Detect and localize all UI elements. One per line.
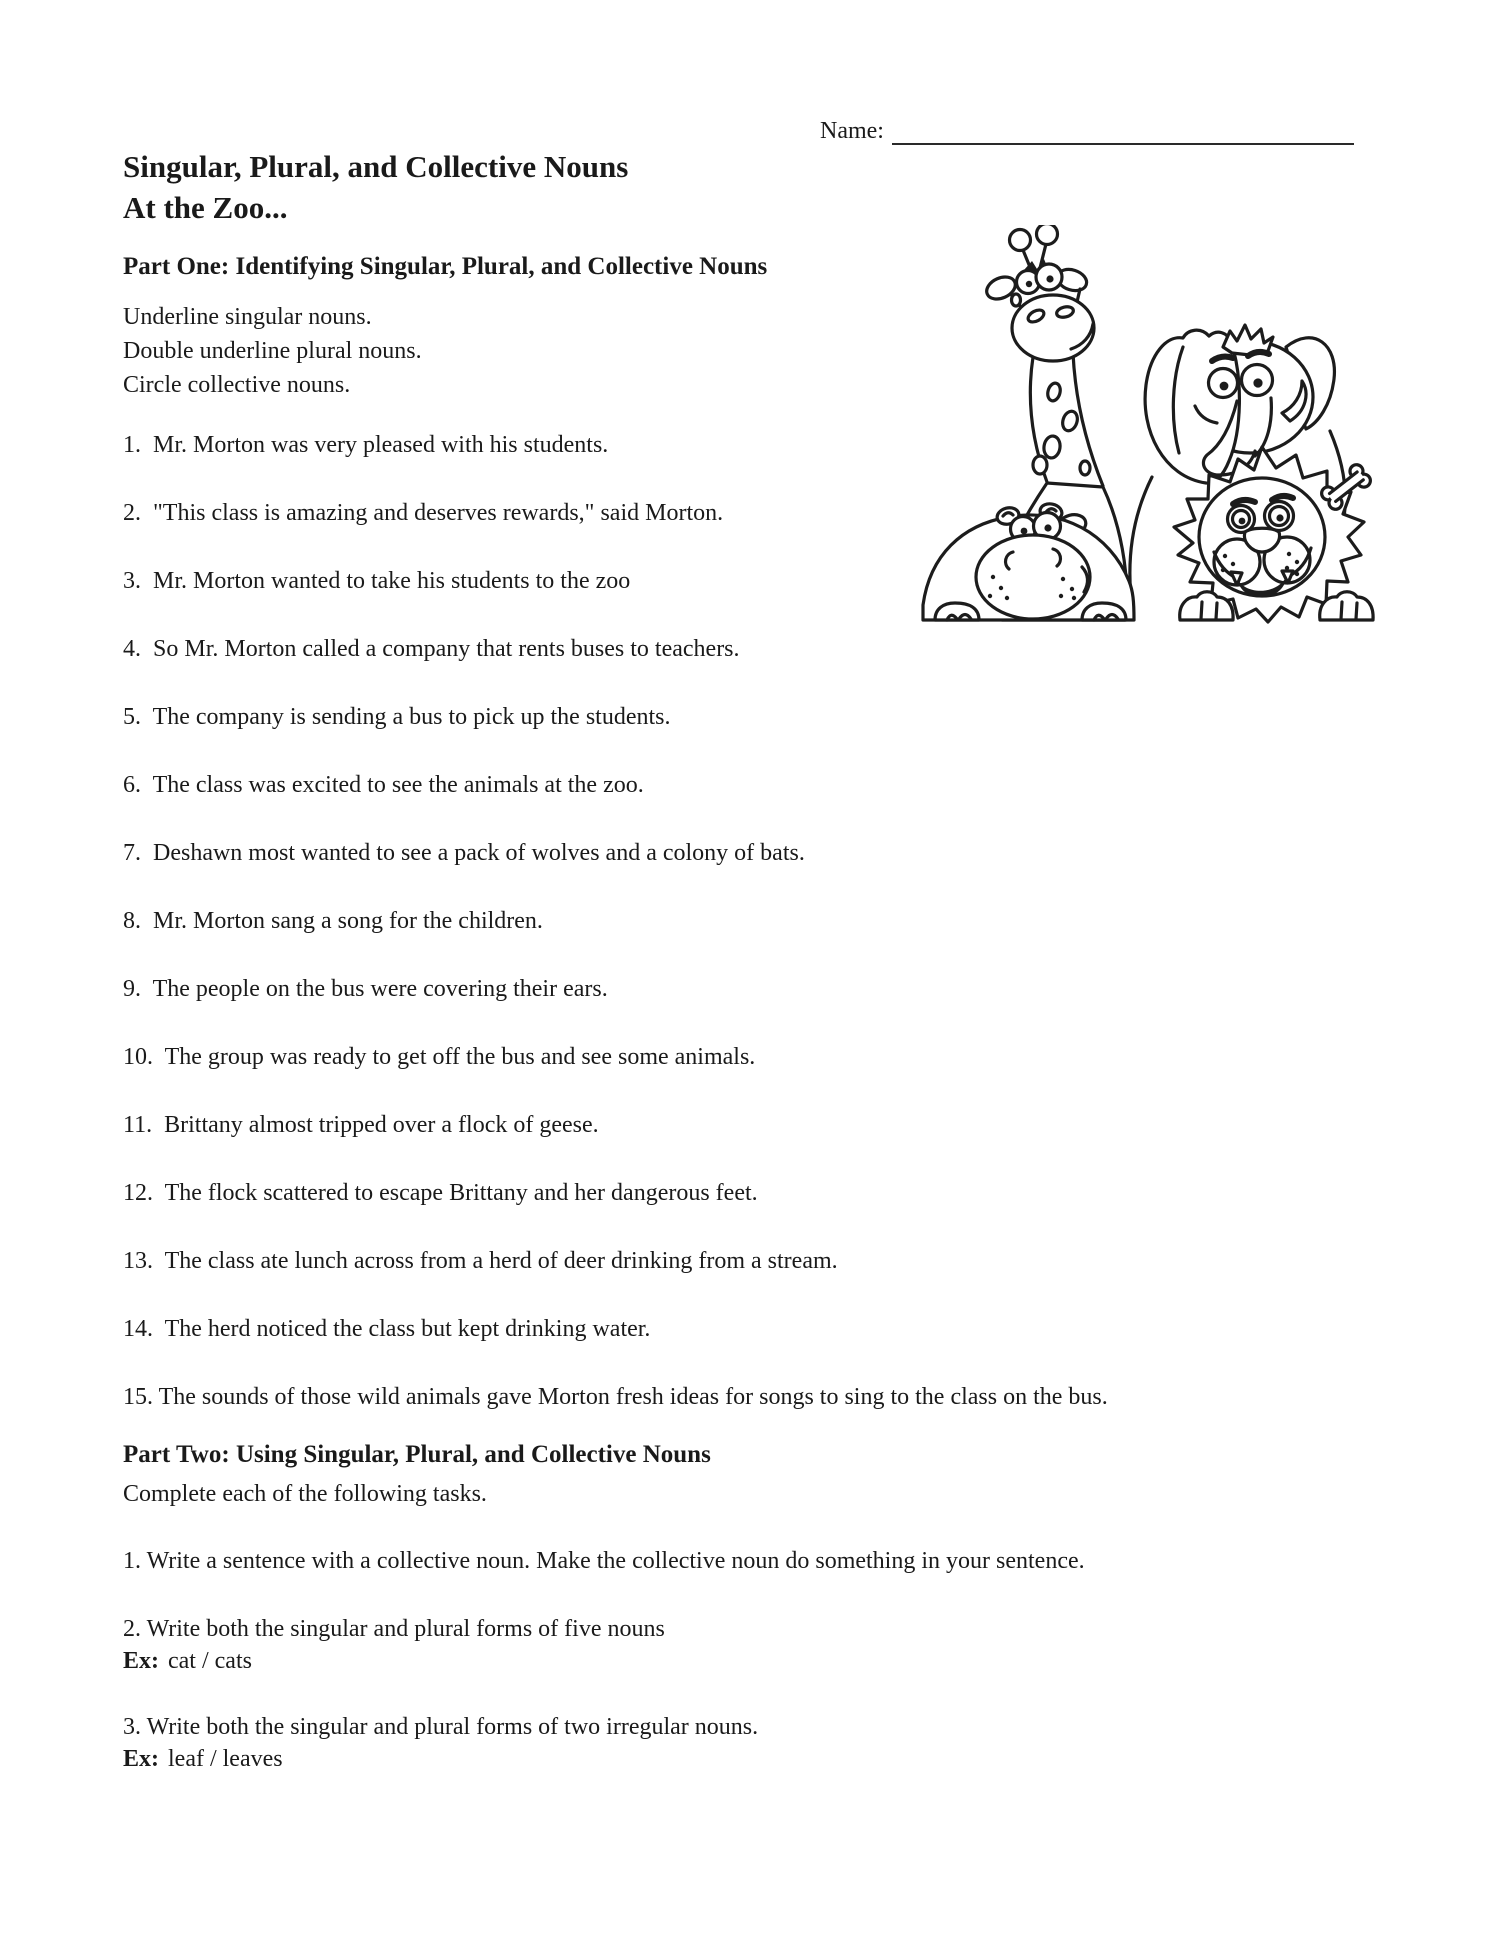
title-line-2: At the Zoo...: [123, 190, 288, 225]
instruction-singular: Underline singular nouns.: [123, 304, 372, 330]
name-label: Name:: [820, 118, 884, 144]
instruction-collective: Circle collective nouns.: [123, 372, 351, 398]
task-item-2: 2. Write both the singular and plural forms of five nouns: [123, 1616, 665, 1642]
part-two-intro: Complete each of the following tasks.: [123, 1481, 487, 1507]
sentence-item-1: 1. Mr. Morton was very pleased with his students.: [123, 432, 609, 458]
page-title: [123, 146, 628, 228]
zoo-animals-illustration: [920, 225, 1400, 640]
task-item-3: 3. Write both the singular and plural forms of two irregular nouns.: [123, 1714, 759, 1740]
sentence-item-6: 6. The class was excited to see the animals at the zoo.: [123, 772, 644, 798]
part-two-section: [123, 1441, 1468, 1810]
sentence-item-4: 4. So Mr. Morton called a company that rents buses to teachers.: [123, 636, 740, 662]
sentence-item-10: 10. The group was ready to get off the bus and see some animals.: [123, 1044, 756, 1070]
sentence-item-2: 2. "This class is amazing and deserves rewards," said Morton.: [123, 500, 724, 526]
sentence-item-11: 11. Brittany almost tripped over a flock of geese.: [123, 1112, 599, 1138]
name-blank-line: [892, 121, 1354, 145]
task-3-example: [123, 1742, 1468, 1776]
example-label: Ex:: [123, 1648, 159, 1674]
sentence-item-13: 13. The class ate lunch across from a herd of deer drinking from a stream.: [123, 1248, 838, 1274]
example-label: Ex:: [123, 1746, 159, 1772]
sentence-item-5: 5. The company is sending a bus to pick up the students.: [123, 704, 671, 730]
sentence-item-3: 3. Mr. Morton wanted to take his students to the zoo: [123, 568, 631, 594]
sentence-item-7: 7. Deshawn most wanted to see a pack of wolves and a colony of bats.: [123, 840, 805, 866]
example-text: leaf / leaves: [168, 1746, 283, 1772]
instruction-plural: Double underline plural nouns.: [123, 338, 422, 364]
title-line-1: Singular, Plural, and Collective Nouns: [123, 149, 629, 184]
part-two-heading: Part Two: Using Singular, Plural, and Collective Nouns: [123, 1441, 711, 1468]
task-2-example: [123, 1644, 1468, 1678]
example-text: cat / cats: [168, 1648, 252, 1674]
sentence-item-8: 8. Mr. Morton sang a song for the children.: [123, 908, 543, 934]
name-row: [820, 118, 1354, 145]
sentence-item-12: 12. The flock scattered to escape Brittany and her dangerous feet.: [123, 1180, 758, 1206]
sentence-item-15: 15. The sounds of those wild animals gave Morton fresh ideas for songs to sing to the class on the bus.: [123, 1384, 1108, 1410]
part-one-instructions: [123, 300, 422, 402]
task-item-1: 1. Write a sentence with a collective noun. Make the collective noun do something in your sentence.: [123, 1548, 1085, 1574]
part-one-heading: Part One: Identifying Singular, Plural, and Collective Nouns: [123, 253, 768, 280]
sentence-item-14: 14. The herd noticed the class but kept drinking water.: [123, 1316, 651, 1342]
sentence-item-9: 9. The people on the bus were covering their ears.: [123, 976, 608, 1002]
